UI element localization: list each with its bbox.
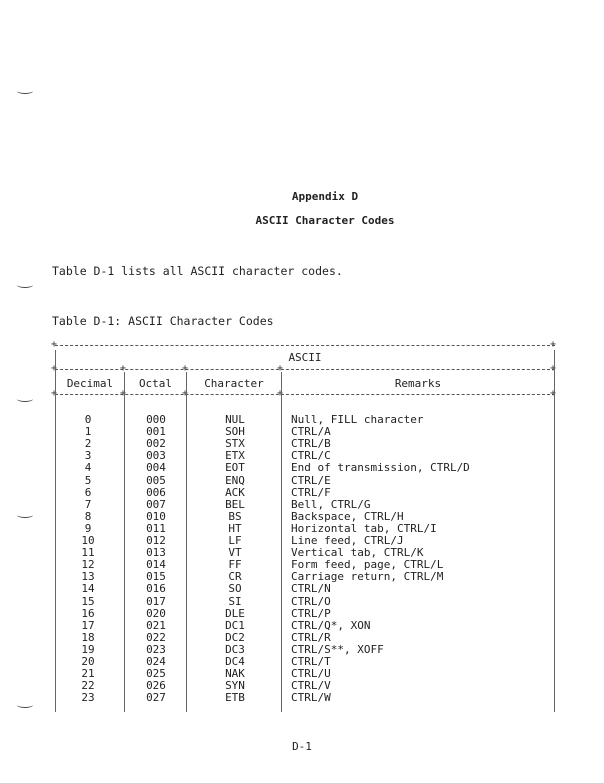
cell-remarks: CTRL/F bbox=[291, 485, 331, 499]
table-corner: + bbox=[550, 388, 557, 399]
cell-decimal: 7 bbox=[84, 497, 92, 511]
cell-remarks: CTRL/S**, XOFF bbox=[291, 642, 384, 656]
cell-decimal: 15 bbox=[81, 594, 95, 608]
cell-character: SO bbox=[228, 582, 242, 596]
cell-character: ACK bbox=[225, 485, 245, 499]
cell-octal: 002 bbox=[146, 437, 166, 451]
cell-decimal: 6 bbox=[84, 485, 92, 499]
cell-character: HT bbox=[228, 521, 242, 535]
cell-character: SOH bbox=[225, 425, 245, 439]
cell-remarks: Backspace, CTRL/H bbox=[291, 509, 404, 523]
cell-remarks: CTRL/B bbox=[291, 437, 331, 451]
table-title: Table D-1: ASCII Character Codes bbox=[52, 314, 274, 328]
table-rule-group bbox=[55, 369, 555, 370]
cell-character: FF bbox=[228, 558, 242, 572]
cell-character: BS bbox=[228, 509, 242, 523]
cell-character: EOT bbox=[225, 461, 245, 475]
table-corner: + bbox=[120, 388, 127, 399]
cell-octal: 003 bbox=[146, 449, 166, 463]
table-rule-top bbox=[55, 345, 555, 346]
table-corner: + bbox=[182, 363, 189, 374]
cell-decimal: 21 bbox=[81, 667, 95, 681]
cell-octal: 010 bbox=[146, 509, 166, 523]
appendix-subheading: ASCII Character Codes bbox=[255, 214, 395, 227]
cell-character: SYN bbox=[225, 679, 245, 693]
cell-character: STX bbox=[225, 437, 245, 451]
cell-octal: 021 bbox=[146, 618, 166, 632]
margin-mark bbox=[17, 512, 33, 518]
cell-character: NUL bbox=[225, 413, 245, 426]
cell-remarks: CTRL/Q*, XON bbox=[291, 618, 371, 632]
cell-remarks: Horizontal tab, CTRL/I bbox=[291, 521, 437, 535]
cell-decimal: 11 bbox=[81, 546, 95, 560]
cell-octal: 001 bbox=[146, 425, 166, 439]
page-number: D-1 bbox=[292, 740, 312, 753]
table-corner: + bbox=[120, 363, 127, 374]
cell-octal: 006 bbox=[146, 485, 166, 499]
cell-character: NAK bbox=[225, 667, 245, 681]
cell-remarks: CTRL/E bbox=[291, 473, 331, 487]
cell-decimal: 9 bbox=[84, 521, 92, 535]
cell-character: DC4 bbox=[225, 655, 245, 668]
table-border-right bbox=[554, 350, 555, 712]
cell-octal: 022 bbox=[146, 630, 166, 644]
intro-text: Table D-1 lists all ASCII character codes. bbox=[52, 264, 343, 278]
cell-remarks: CTRL/C bbox=[291, 449, 331, 463]
cell-octal: 026 bbox=[146, 679, 166, 693]
cell-decimal: 3 bbox=[84, 449, 92, 463]
column-header-octal: Octal bbox=[138, 377, 173, 390]
cell-octal: 016 bbox=[146, 582, 166, 596]
cell-octal: 027 bbox=[146, 691, 166, 705]
table-rule-header bbox=[55, 394, 555, 395]
cell-decimal: 17 bbox=[81, 618, 95, 632]
cell-remarks: CTRL/W bbox=[291, 691, 331, 705]
cell-decimal: 8 bbox=[84, 509, 92, 523]
cell-decimal: 19 bbox=[81, 642, 95, 656]
cell-octal: 011 bbox=[146, 521, 166, 535]
cell-decimal: 12 bbox=[81, 558, 95, 572]
cell-octal: 015 bbox=[146, 570, 166, 584]
cell-decimal: 14 bbox=[81, 582, 95, 596]
cell-octal: 025 bbox=[146, 667, 166, 681]
table-corner: + bbox=[51, 339, 58, 350]
cell-octal: 005 bbox=[146, 473, 166, 487]
column-header-character: Character bbox=[204, 377, 264, 390]
cell-remarks: Bell, CTRL/G bbox=[291, 497, 371, 511]
cell-remarks: CTRL/P bbox=[291, 606, 331, 620]
cell-character: LF bbox=[228, 534, 242, 547]
cell-octal: 000 bbox=[146, 413, 166, 426]
margin-mark bbox=[17, 396, 33, 402]
cell-remarks: Form feed, page, CTRL/L bbox=[291, 558, 444, 572]
cell-remarks: CTRL/A bbox=[291, 425, 331, 439]
cell-decimal: 18 bbox=[81, 630, 95, 644]
table-corner: + bbox=[550, 339, 557, 350]
cell-decimal: 22 bbox=[81, 679, 95, 693]
cell-octal: 013 bbox=[146, 546, 166, 560]
cell-remarks: CTRL/U bbox=[291, 667, 331, 681]
cell-character: SI bbox=[228, 594, 242, 608]
table-corner: + bbox=[550, 363, 557, 374]
cell-remarks: CTRL/T bbox=[291, 655, 331, 668]
cell-decimal: 2 bbox=[84, 437, 92, 451]
cell-character: DC2 bbox=[225, 630, 245, 644]
cell-decimal: 23 bbox=[81, 691, 95, 705]
group-header: ASCII bbox=[288, 351, 322, 364]
cell-remarks: Null, FILL character bbox=[291, 413, 424, 426]
cell-character: ETB bbox=[225, 691, 245, 705]
cell-octal: 007 bbox=[146, 497, 166, 511]
cell-decimal: 13 bbox=[81, 570, 95, 584]
cell-octal: 024 bbox=[146, 655, 166, 668]
appendix-heading: Appendix D bbox=[291, 190, 359, 203]
table-corner: + bbox=[277, 388, 284, 399]
cell-remarks: CTRL/O bbox=[291, 594, 331, 608]
cell-octal: 017 bbox=[146, 594, 166, 608]
cell-decimal: 5 bbox=[84, 473, 92, 487]
cell-decimal: 10 bbox=[81, 534, 95, 547]
cell-character: CR bbox=[228, 570, 242, 584]
cell-character: ENQ bbox=[225, 473, 245, 487]
cell-character: DLE bbox=[225, 606, 245, 620]
cell-character: DC1 bbox=[225, 618, 245, 632]
margin-mark bbox=[17, 282, 33, 288]
cell-decimal: 0 bbox=[84, 413, 92, 426]
column-header-decimal: Decimal bbox=[66, 377, 114, 390]
cell-remarks: Carriage return, CTRL/M bbox=[291, 570, 444, 584]
cell-octal: 023 bbox=[146, 642, 166, 656]
cell-octal: 020 bbox=[146, 606, 166, 620]
cell-character: BEL bbox=[225, 497, 245, 511]
cell-octal: 014 bbox=[146, 558, 166, 572]
column-header-remarks: Remarks bbox=[394, 377, 442, 390]
table-corner: + bbox=[277, 363, 284, 374]
cell-character: DC3 bbox=[225, 642, 245, 656]
cell-decimal: 4 bbox=[84, 461, 92, 475]
cell-remarks: CTRL/N bbox=[291, 582, 331, 596]
table-corner: + bbox=[51, 388, 58, 399]
margin-mark bbox=[17, 88, 33, 94]
table-corner: + bbox=[51, 363, 58, 374]
cell-character: ETX bbox=[225, 449, 245, 463]
cell-remarks: CTRL/V bbox=[291, 679, 331, 693]
cell-decimal: 1 bbox=[84, 425, 92, 439]
cell-remarks: CTRL/R bbox=[291, 630, 331, 644]
cell-remarks: End of transmission, CTRL/D bbox=[291, 461, 470, 475]
cell-remarks: Vertical tab, CTRL/K bbox=[291, 546, 424, 560]
cell-decimal: 16 bbox=[81, 606, 95, 620]
cell-octal: 012 bbox=[146, 534, 166, 547]
cell-octal: 004 bbox=[146, 461, 166, 475]
margin-mark bbox=[17, 702, 33, 708]
table-corner: + bbox=[182, 388, 189, 399]
cell-decimal: 20 bbox=[81, 655, 95, 668]
cell-character: VT bbox=[228, 546, 242, 560]
cell-remarks: Line feed, CTRL/J bbox=[291, 534, 404, 547]
